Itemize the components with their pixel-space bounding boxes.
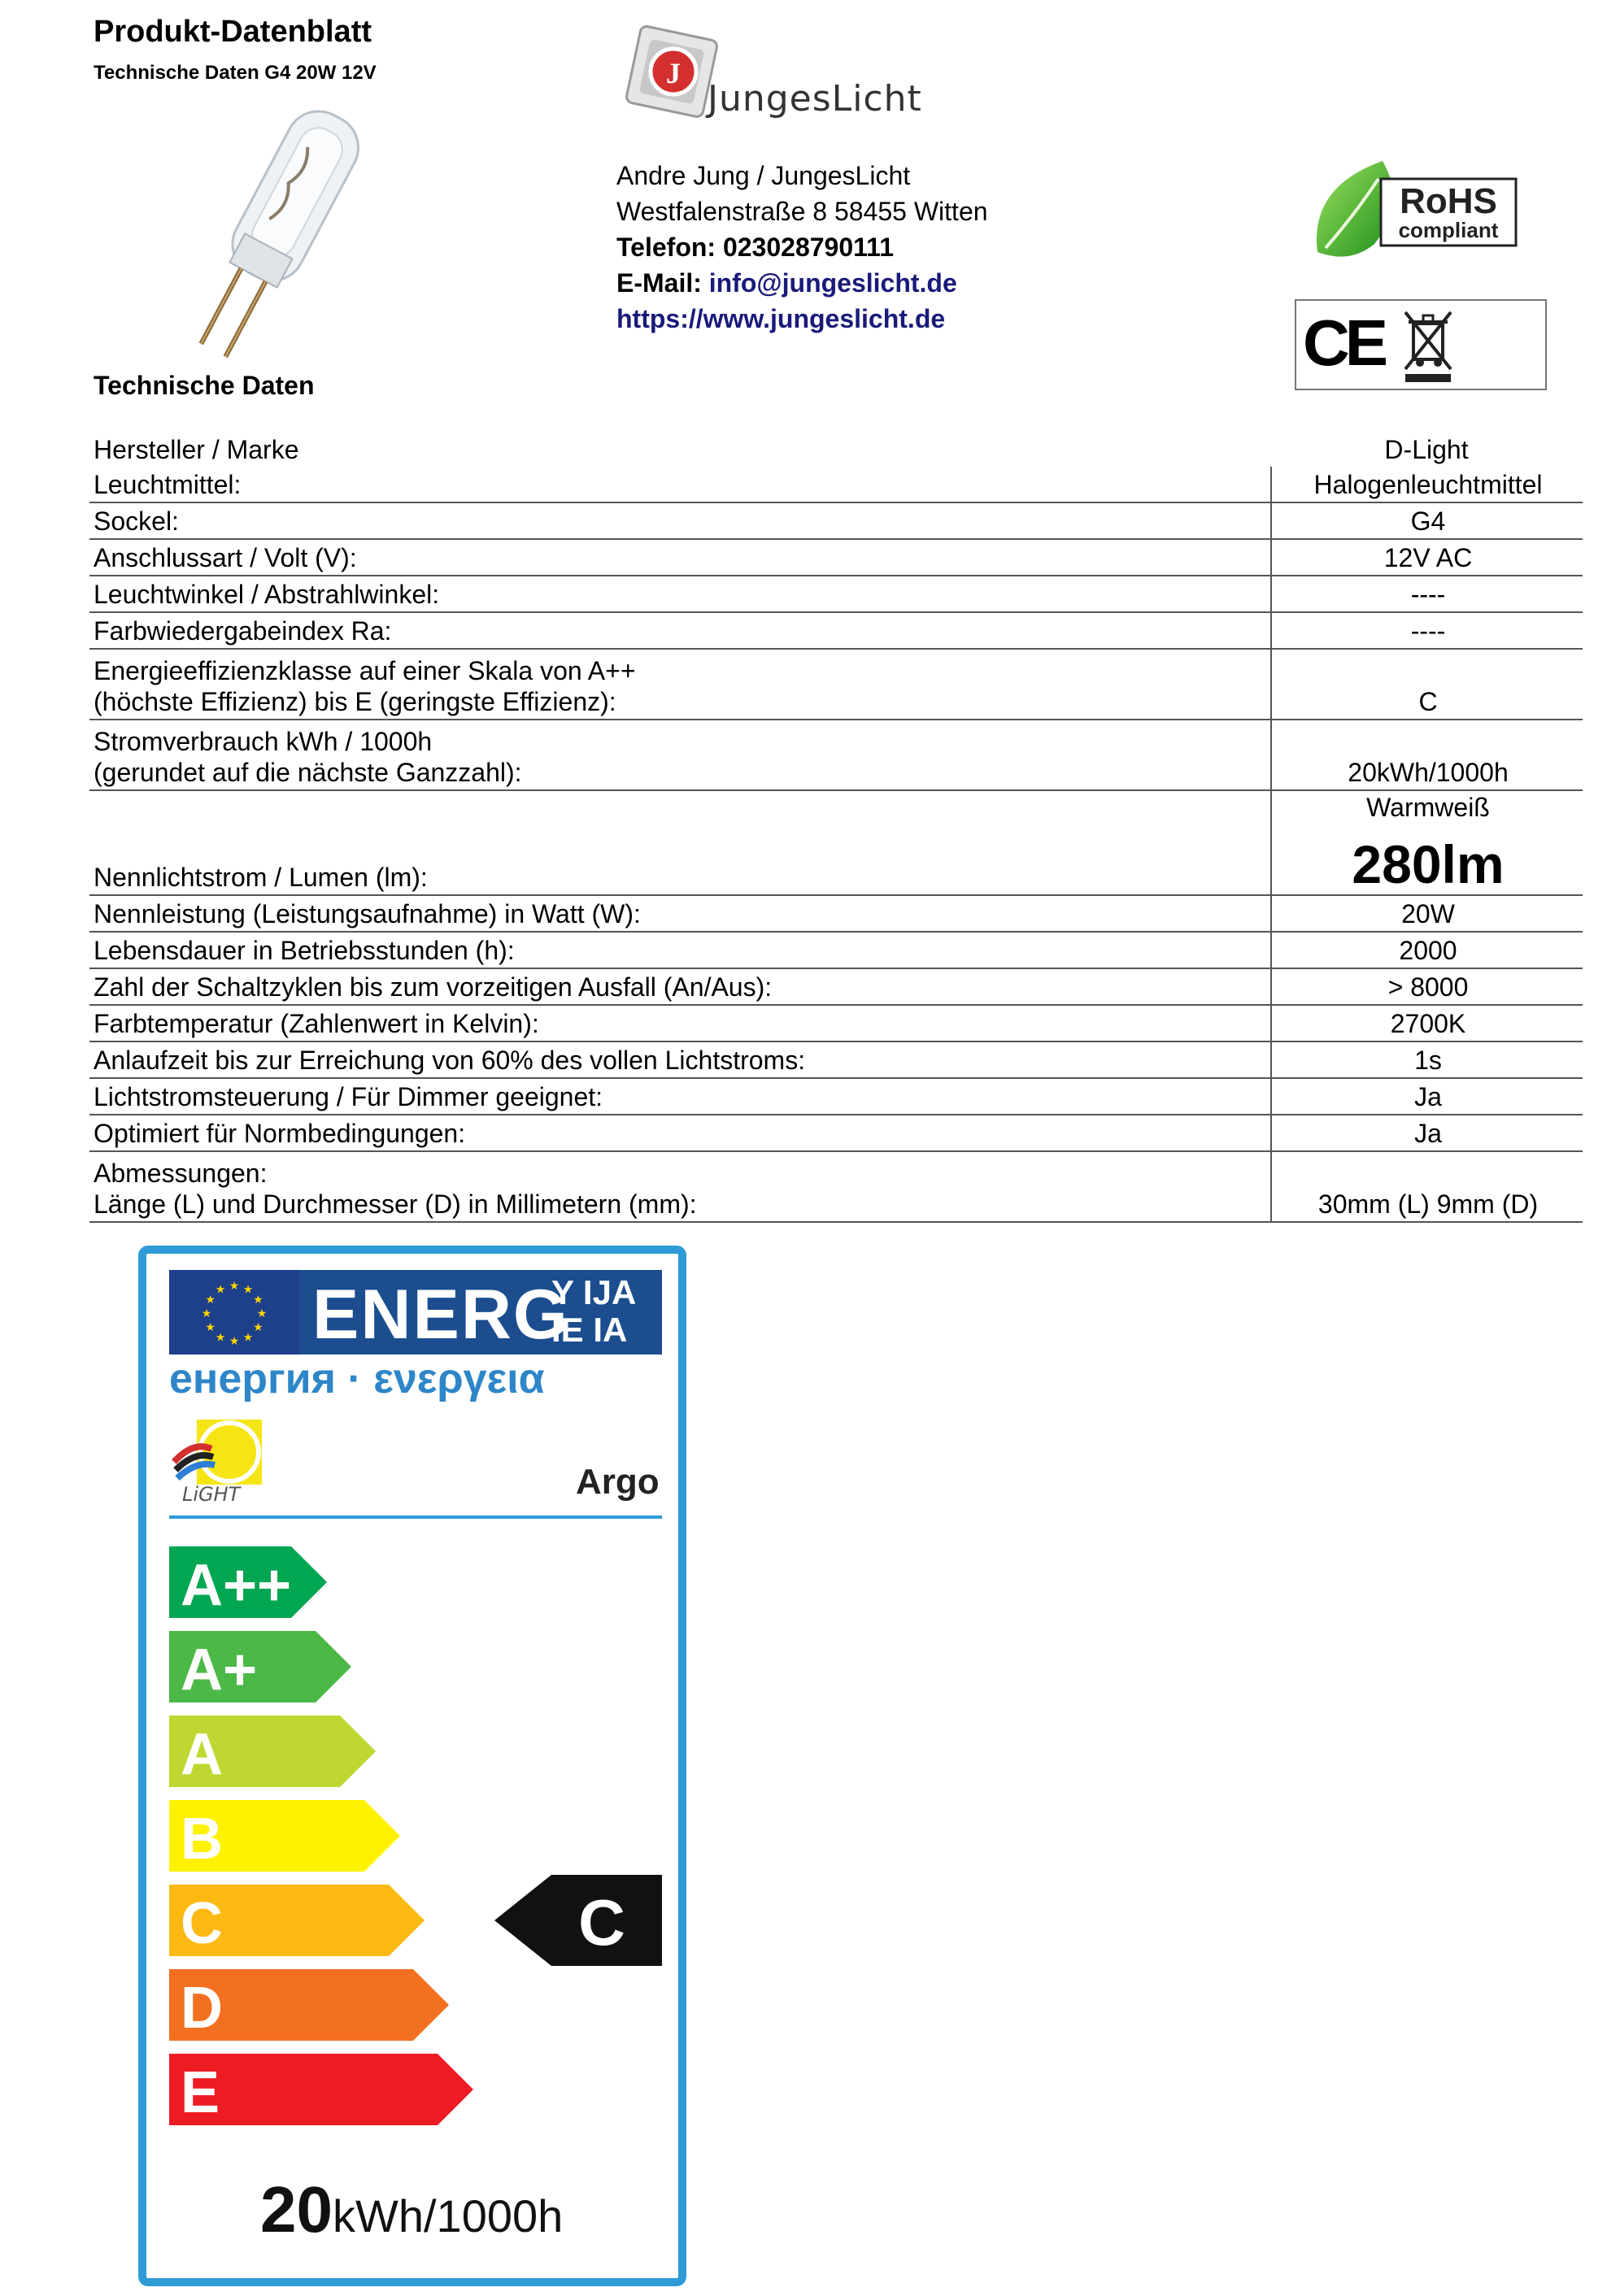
spec-value: 20W <box>1401 899 1455 928</box>
consumption-unit: kWh/1000h <box>332 2190 564 2242</box>
contact-block <box>616 158 988 337</box>
energy-class-letter: B <box>181 1807 223 1872</box>
rohs-badge <box>1309 154 1521 268</box>
eu-flag-icon <box>169 1270 299 1355</box>
spec-value-cell <box>1270 1152 1584 1221</box>
email-label: E-Mail: <box>616 268 709 298</box>
spec-row <box>89 1152 1583 1223</box>
contact-phone: Telefon: 023028790111 <box>616 233 894 262</box>
spec-row <box>89 933 1583 969</box>
eu-star: ★ <box>215 1330 226 1344</box>
energy-class-letter: E <box>181 2060 220 2125</box>
spec-value-cell <box>1270 503 1584 538</box>
spec-table <box>89 436 1583 1223</box>
spec-label: Stromverbrauch kWh / 1000h (gerundet auf die nächste Ganzzahl): <box>94 727 522 787</box>
spec-label: Abmessungen: Länge (L) und Durchmesser (D) in Millimetern (mm): <box>94 1159 697 1219</box>
spec-value-cell <box>1270 1079 1584 1114</box>
spec-value-cell <box>1270 1006 1584 1041</box>
spec-value: C <box>1418 687 1438 716</box>
energy-class-arrow <box>169 1631 351 1702</box>
energy-divider <box>169 1515 662 1519</box>
spec-value: ---- <box>1410 616 1446 646</box>
spec-label: Nennleistung (Leistungsaufnahme) in Watt (W): <box>94 899 641 928</box>
spec-row <box>89 576 1583 613</box>
spec-value: Ja <box>1414 1082 1442 1111</box>
spec-value-cell <box>1270 540 1584 575</box>
ce-mark: CE <box>1303 307 1384 379</box>
spec-label: Lichtstromsteuerung / Für Dimmer geeignet: <box>94 1082 603 1111</box>
energy-class-letter: A <box>181 1722 223 1787</box>
energy-class-letter: A++ <box>181 1553 292 1618</box>
energy-class-arrow <box>169 1800 400 1872</box>
spec-value-cell <box>1270 1115 1584 1150</box>
svg-text:RoHS: RoHS <box>1400 181 1497 221</box>
consumption-value: 20 <box>260 2173 333 2246</box>
spec-row <box>89 540 1583 576</box>
energy-class-letter: A+ <box>181 1637 258 1702</box>
energy-class-scale <box>169 1546 673 2132</box>
energy-class-letter: C <box>181 1891 223 1956</box>
spec-label: Sockel: <box>94 507 179 536</box>
eu-star: ★ <box>253 1293 263 1306</box>
spec-value: 280lm <box>1352 834 1505 894</box>
spec-value-cell <box>1270 467 1584 502</box>
energy-class-arrow <box>169 1969 449 2041</box>
eu-star: ★ <box>229 1279 240 1292</box>
eu-star: ★ <box>229 1334 240 1347</box>
spec-value: D-Light <box>1384 435 1469 464</box>
spec-label: Anlaufzeit bis zur Erreichung von 60% des vollen Lichtstroms: <box>94 1046 806 1075</box>
spec-label: Energieeffizienzklasse auf einer Skala von A++ (höchste Effizienz) bis E (geringste Effizienz): <box>94 656 636 716</box>
spec-value-cell <box>1270 933 1584 968</box>
page-subtitle: Technische Daten G4 20W 12V <box>94 62 377 84</box>
spec-value-cell <box>1270 969 1584 1004</box>
spec-row <box>89 1006 1583 1042</box>
eu-star: ★ <box>256 1307 268 1320</box>
spec-value-cell <box>1270 720 1584 789</box>
energy-class-arrow <box>169 1546 327 1618</box>
energy-model: Argo <box>576 1462 660 1502</box>
energy-title: ENERG <box>312 1276 569 1354</box>
spec-value-cell <box>1270 791 1584 894</box>
spec-value: ---- <box>1410 580 1446 609</box>
energy-class-arrow <box>169 2054 473 2125</box>
spec-row <box>89 503 1583 540</box>
spec-value-cell <box>1270 576 1584 611</box>
spec-value: 1s <box>1414 1046 1442 1075</box>
svg-text:compliant: compliant <box>1398 218 1499 242</box>
spec-label: Anschlussart / Volt (V): <box>94 543 357 572</box>
page-title: Produkt-Datenblatt <box>94 15 372 49</box>
website-link[interactable]: https://www.jungeslicht.de <box>616 304 946 333</box>
spec-row <box>89 650 1583 720</box>
energy-banner <box>169 1270 662 1355</box>
spec-note: Warmweiß <box>1366 793 1490 822</box>
contact-name: Andre Jung / JungesLicht <box>616 161 911 190</box>
eu-star: ★ <box>215 1282 226 1296</box>
eu-star: ★ <box>205 1293 216 1306</box>
weee-bin-icon <box>1400 309 1457 384</box>
email-link[interactable]: info@jungeslicht.de <box>708 268 957 298</box>
spec-label: Nennlichtstrom / Lumen (lm): <box>94 863 428 892</box>
spec-label: Farbwiedergabeindex Ra: <box>94 616 392 646</box>
spec-row <box>89 720 1583 791</box>
spec-value-cell <box>1270 436 1583 467</box>
spec-row <box>89 436 1583 467</box>
spec-row <box>89 791 1583 896</box>
spec-value-cell <box>1270 896 1584 931</box>
spec-value: G4 <box>1410 507 1446 536</box>
spec-label: Leuchtwinkel / Abstrahlwinkel: <box>94 580 440 609</box>
spec-value: 2000 <box>1399 936 1457 965</box>
spec-value-cell <box>1270 650 1584 719</box>
d-light-logo-icon <box>169 1416 267 1506</box>
brand-name: JungesLicht <box>708 78 922 120</box>
spec-value: 2700K <box>1390 1009 1466 1038</box>
spec-value: 30mm (L) 9mm (D) <box>1317 1189 1539 1219</box>
svg-text:J: J <box>666 57 681 89</box>
spec-label: Optimiert für Normbedingungen: <box>94 1119 466 1148</box>
spec-row <box>89 1115 1583 1152</box>
spec-value-cell <box>1270 1042 1584 1077</box>
current-class-letter: C <box>578 1886 625 1959</box>
spec-value: Halogenleuchtmittel <box>1313 470 1543 499</box>
spec-row <box>89 467 1583 503</box>
spec-label: Leuchtmittel: <box>94 470 242 499</box>
eu-star: ★ <box>242 1330 254 1344</box>
svg-text:LiGHT: LiGHT <box>182 1483 241 1506</box>
spec-row <box>89 1079 1583 1115</box>
spec-label: Farbtemperatur (Zahlenwert in Kelvin): <box>94 1009 539 1038</box>
energy-label <box>138 1246 686 2286</box>
contact-address: Westfalenstraße 8 58455 Witten <box>616 197 988 226</box>
eu-star: ★ <box>242 1282 254 1296</box>
current-class-indicator <box>494 1875 662 1966</box>
eu-star: ★ <box>205 1320 216 1333</box>
spec-value: 20kWh/1000h <box>1348 758 1509 787</box>
eu-star: ★ <box>253 1320 263 1333</box>
halogen-bulb-image <box>114 85 431 377</box>
spec-label: Hersteller / Marke <box>94 435 299 464</box>
spec-row <box>89 969 1583 1006</box>
energy-title-suffix-bottom: IE IA <box>551 1311 628 1349</box>
energy-class-arrow <box>169 1885 425 1956</box>
spec-value: Ja <box>1414 1119 1442 1148</box>
energy-class-letter: D <box>181 1976 223 2041</box>
energy-subtitle: енергия · ενεργεια <box>169 1355 545 1402</box>
spec-label: Zahl der Schaltzyklen bis zum vorzeitigen Ausfall (An/Aus): <box>94 972 773 1002</box>
section-title: Technische Daten <box>94 371 315 400</box>
eu-star: ★ <box>201 1307 212 1320</box>
spec-value: 12V AC <box>1383 543 1473 572</box>
spec-value-cell <box>1270 613 1584 648</box>
energy-title-suffix-top: Y IJA <box>551 1273 637 1311</box>
spec-row <box>89 896 1583 933</box>
spec-row <box>89 613 1583 650</box>
spec-value: > 8000 <box>1387 972 1469 1002</box>
energy-consumption <box>260 2172 563 2247</box>
spec-label: Lebensdauer in Betriebsstunden (h): <box>94 936 515 965</box>
energy-class-arrow <box>169 1715 376 1787</box>
spec-row <box>89 1042 1583 1079</box>
ce-weee-box <box>1295 299 1547 390</box>
